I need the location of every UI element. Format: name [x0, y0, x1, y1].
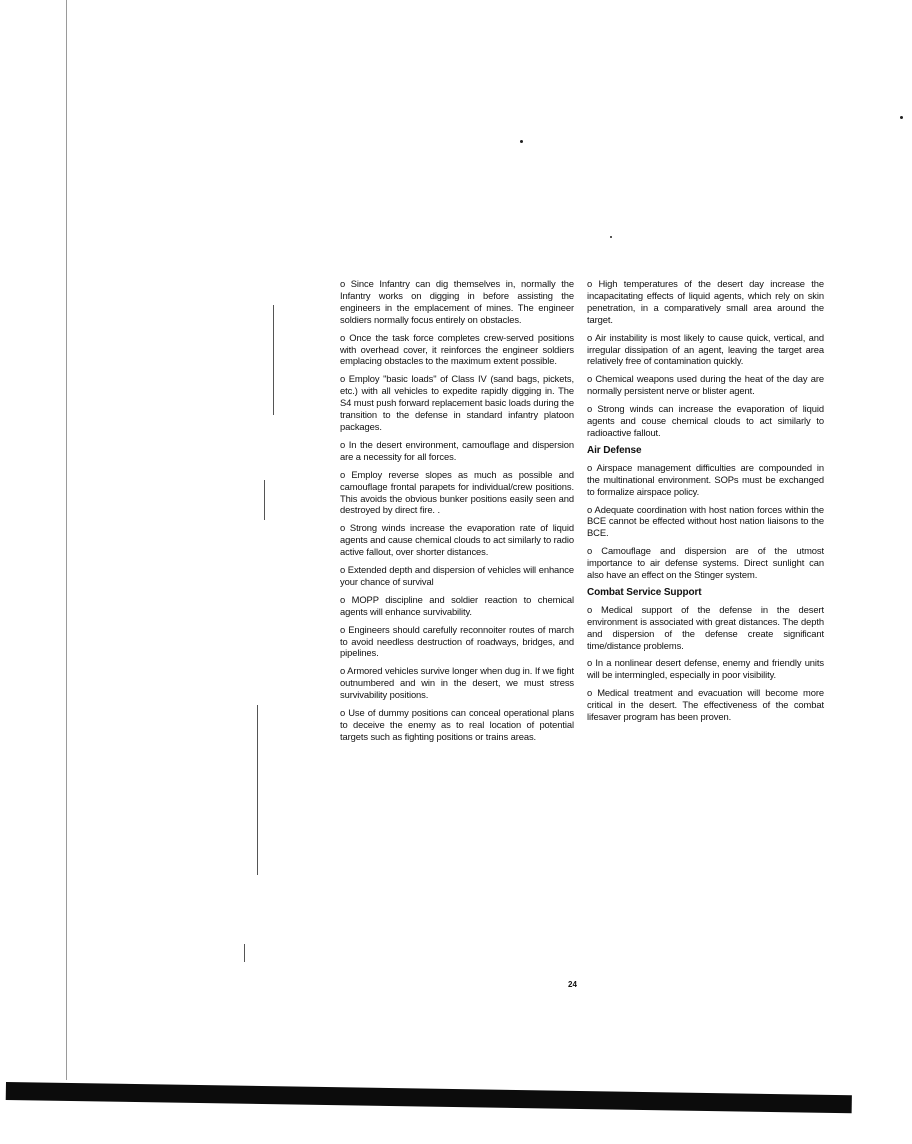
paragraph: o In a nonlinear desert defense, enemy and friendly units will be intermingled, especially in poor visibility.	[587, 657, 824, 681]
paragraph: o Strong winds increase the evaporation rate of liquid agents and cause chemical clouds to act similarly to radio active fallout, over shorter distances.	[340, 522, 574, 558]
paragraph: o Since Infantry can dig themselves in, normally the Infantry works on digging in before assisting the engineers in the emplacement of mines. The engineer soldiers normally focus entirely on obstacles.	[340, 278, 574, 325]
paragraph: o Air instability is most likely to cause quick, vertical, and irregular dissipation of an agent, leaving the target area relatively free of contamination quickly.	[587, 331, 824, 367]
paragraph: o Airspace management difficulties are compounded in the multinational environment. SOPs must be exchanged to formalize airspace policy.	[587, 461, 824, 497]
paragraph: o Use of dummy positions can conceal operational plans to deceive the enemy as to real location of potential targets such as fighting positions or trains areas.	[340, 707, 574, 742]
combat-service-support-heading: Combat Service Support	[587, 586, 702, 598]
paragraph: o Chemical weapons used during the heat of the day are normally persistent nerve or blister agent.	[587, 373, 824, 397]
paragraph: o High temperatures of the desert day increase the incapacitating effects of liquid agents, which rely on skin penetration, in a comparatively small area around the target.	[587, 278, 824, 325]
paragraph: o Strong winds can increase the evaporation of liquid agents and couse chemical clouds to act similarly to radioactive fallout.	[587, 403, 824, 438]
paragraph: o Extended depth and dispersion of vehicles will enhance your chance of survival	[340, 564, 574, 587]
paragraph: o Medical support of the defense in the desert environment is associated with great distances. The depth and dispersion of the defense create significant time/distance problems.	[587, 603, 824, 651]
left-text-column	[340, 278, 574, 749]
paragraph: o Once the task force completes crew-served positions with overhead cover, it reinforces the engineer soldiers emplacing obstacles to the maximum extent possible.	[340, 331, 574, 367]
scan-speck	[264, 480, 265, 520]
paragraph: o Adequate coordination with host nation forces within the BCE cannot be effected without host nation liaisons to the BCE.	[587, 503, 824, 539]
paragraph: o MOPP discipline and soldier reaction to chemical agents will enhance survivability.	[340, 593, 574, 617]
page-number: 24	[568, 980, 577, 989]
paragraph: o In the desert environment, camouflage and dispersion are a necessity for all forces.	[340, 438, 574, 462]
paragraph: o Camouflage and dispersion are of the utmost importance to air defense systems. Direct sunlight can also have an effect on the Stinger system.	[587, 545, 824, 581]
page-edge-line	[66, 0, 67, 1080]
scan-speck	[244, 944, 245, 962]
air-defense-heading: Air Defense	[587, 444, 642, 456]
paragraph: o Medical treatment and evacuation will become more critical in the desert. The effectiveness of the combat lifesaver program has been proven.	[587, 687, 824, 723]
scan-speck	[520, 140, 523, 143]
paragraph: o Engineers should carefully reconnoiter routes of march to avoid needless destruction of roadways, bridges, and pipelines.	[340, 623, 574, 659]
scan-speck	[900, 116, 903, 119]
scan-speck	[610, 236, 612, 238]
scan-speck	[257, 705, 258, 875]
scan-bottom-shadow	[6, 1082, 852, 1113]
paragraph: o Armored vehicles survive longer when dug in. If we fight outnumbered and win in the desert, we must stress survivability positions.	[340, 665, 574, 701]
paragraph: o Employ reverse slopes as much as possible and camouflage frontal parapets for individual/crew positions. This avoids the obvious bunker positions easily seen and destroyed by direct fire. .	[340, 468, 574, 516]
right-text-column	[587, 278, 824, 729]
paragraph: o Employ "basic loads" of Class IV (sand bags, pickets, etc.) with all vehicles to expedite rapidly digging in. The S4 must push forward replacement basic loads during the transition to the defense in standard infantry platoon packages.	[340, 373, 574, 432]
scan-speck	[273, 305, 274, 415]
